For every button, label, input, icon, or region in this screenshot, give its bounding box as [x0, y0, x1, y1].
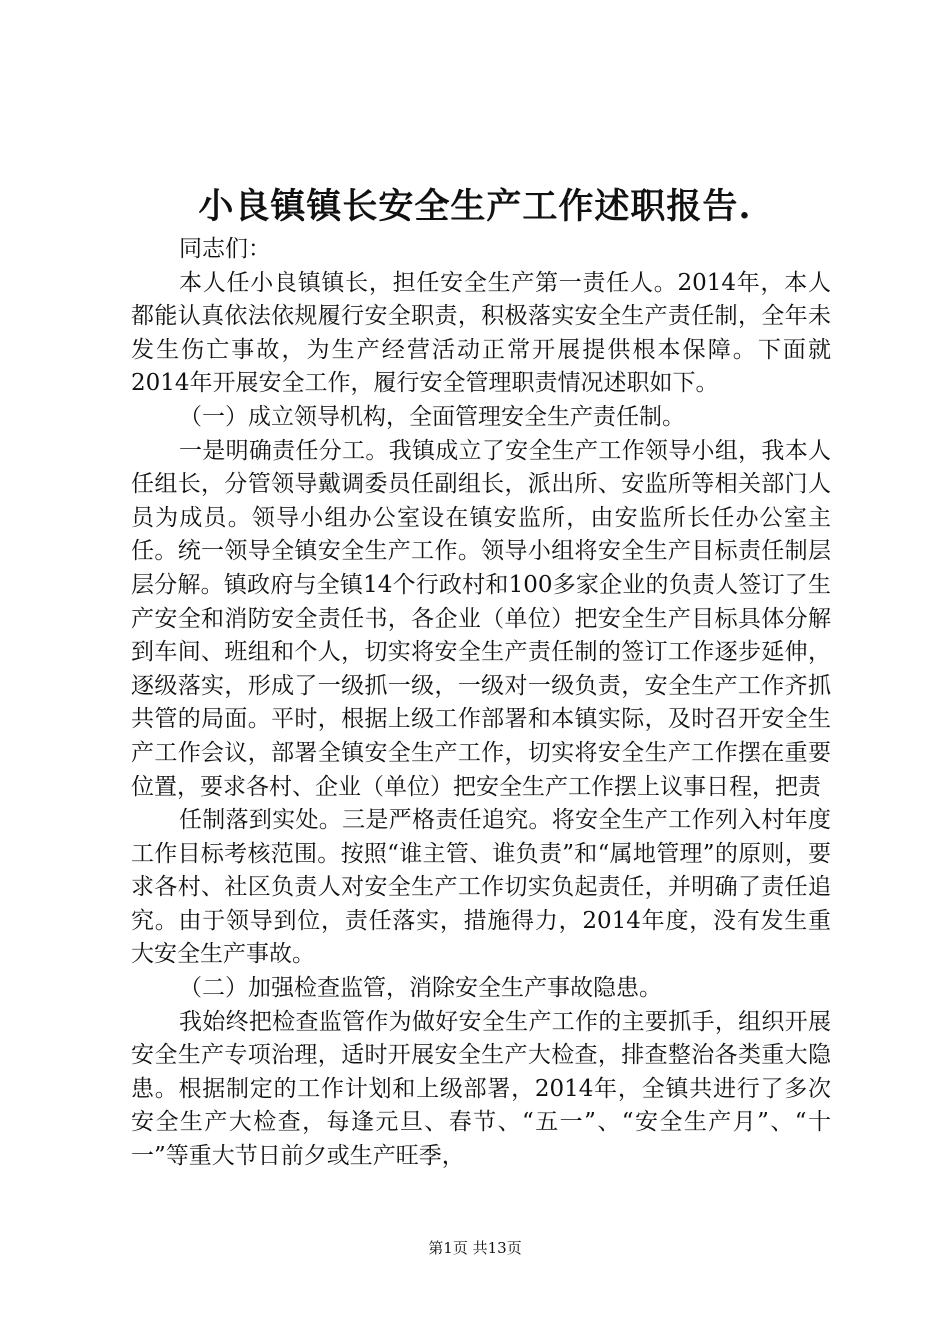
- section-heading: （一）成立领导机构，全面管理安全生产责任制。: [179, 403, 685, 430]
- body-paragraph: 任制落到实处。三是严格责任追究。将安全生产工作列入村年度工作目标考核范围。按照“谁主管、谁负责”和“属地管理”的原则，要求各村、社区负责人对安全生产工作切实负起责任，并明确了责任追究。由于领导到位，责任落实，措施得力，2014年度，没有发生重大安全生产事故。: [131, 807, 831, 968]
- body-paragraph: 一是明确责任分工。我镇成立了安全生产工作领导小组，我本人任组长，分管领导戴调委员任副组长，派出所、安监所等相关部门人员为成员。领导小组办公室设在镇安监所，由安监所长任办公室主任。统一领导全镇安全生产工作。领导小组将安全生产目标责任制层层分解。镇政府与全镇14个行政村和100多家企业的负责人签订了生产安全和消防安全责任书，各企业（单位）把安全生产目标具体分解到车间、班组和个人，切实将安全生产责任制的签订工作逐步延伸，逐级落实，形成了一级抓一级，一级对一级负责，安全生产工作齐抓共管的局面。平时，根据上级工作部署和本镇实际，及时召开安全生产工作会议，部署全镇安全生产工作，切实将安全生产工作摆在重要位置，要求各村、企业（单位）把安全生产工作摆上议事日程，把责: [131, 437, 831, 800]
- document-title: 小良镇镇长安全生产工作述职报告.: [198, 186, 752, 227]
- body-paragraph: 我始终把检查监管作为做好安全生产工作的主要抓手，组织开展安全生产专项治理，适时开展安全生产大检查，排查整治各类重大隐患。根据制定的工作计划和上级部署，2014年，全镇共进行了多次安全生产大检查，每逢元旦、春节、“五一”、“安全生产月”、“十一”等重大节日前夕或生产旺季，: [131, 1008, 831, 1170]
- section-heading: （二）加强检查监管，消除安全生产事故隐患。: [179, 975, 662, 1002]
- document-body: [131, 233, 831, 1174]
- page-footer: 第1页 共13页: [428, 1239, 522, 1257]
- salutation-paragraph: 同志们：: [179, 236, 271, 262]
- body-paragraph: 本人任小良镇镇长，担任安全生产第一责任人。2014年，本人都能认真依法依规履行安全职责，积极落实安全生产责任制，全年未发生伤亡事故，为生产经营活动正常开展提供根本保障。下面就2014年开展安全工作，履行安全管理职责情况述职如下。: [131, 269, 831, 397]
